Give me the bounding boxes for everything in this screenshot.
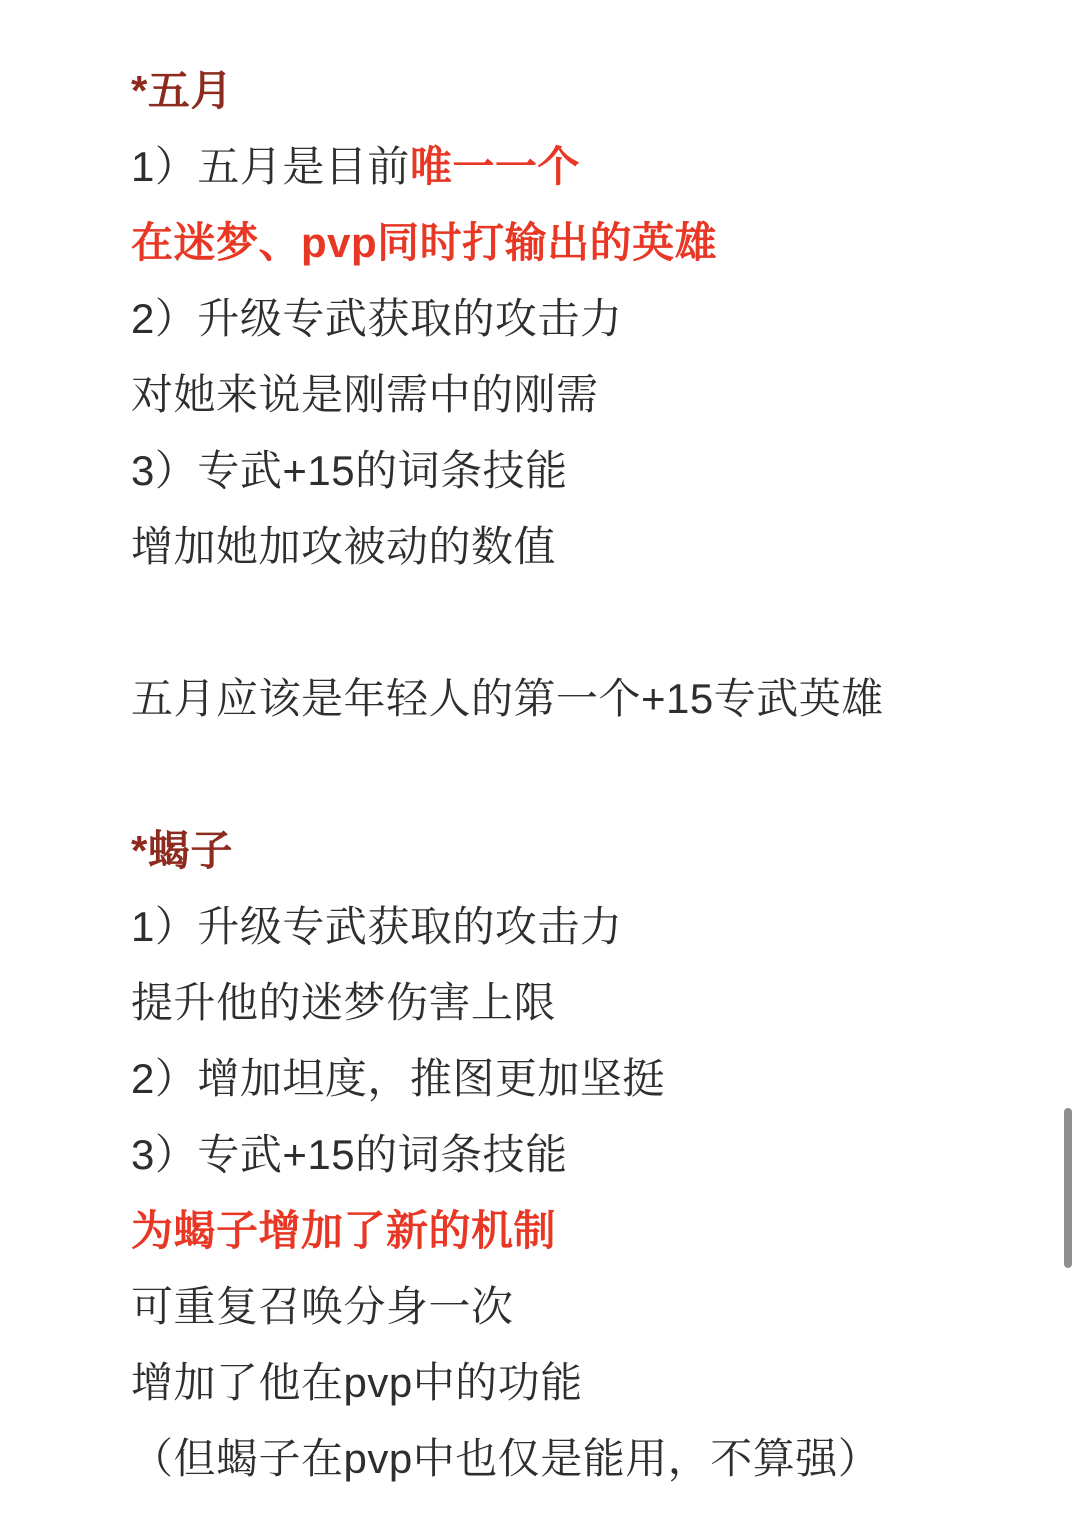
text-line xyxy=(131,1117,1060,1193)
text-line xyxy=(131,205,1060,281)
text-segment: 2）增加坦度，推图更加坚挺 xyxy=(131,1055,665,1102)
text-line xyxy=(131,1421,1060,1497)
text-segment: 3）专武+15的词条技能 xyxy=(131,1131,568,1178)
text-segment: 五月应该是年轻人的第一个+15专武英雄 xyxy=(131,675,884,722)
text-segment: 1）升级专武获取的攻击力 xyxy=(131,903,623,950)
text-line xyxy=(131,1041,1060,1117)
text-segment: 增加了他在pvp中的功能 xyxy=(131,1359,583,1406)
article-content xyxy=(131,53,1060,1497)
blank-line xyxy=(131,737,1060,813)
text-segment: 为蝎子增加了新的机制 xyxy=(131,1207,557,1254)
text-line xyxy=(131,1345,1060,1421)
text-segment: 唯一一个 xyxy=(409,143,580,190)
text-line xyxy=(131,965,1060,1041)
text-line xyxy=(131,509,1060,585)
text-line xyxy=(131,813,1060,889)
text-line xyxy=(131,1269,1060,1345)
text-segment: （但蝎子在pvp中也仅是能用，不算强） xyxy=(131,1435,881,1482)
text-line xyxy=(131,281,1060,357)
text-segment: 对她来说是刚需中的刚需 xyxy=(131,371,599,418)
text-segment: 提升他的迷梦伤害上限 xyxy=(131,979,557,1026)
section-heading: *五月 xyxy=(131,67,233,114)
blank-line xyxy=(131,585,1060,661)
text-segment: 1）五月是目前 xyxy=(131,143,410,190)
text-line xyxy=(131,661,1060,737)
text-line xyxy=(131,53,1060,129)
text-segment: 增加她加攻被动的数值 xyxy=(131,523,557,570)
text-segment: 2）升级专武获取的攻击力 xyxy=(131,295,623,342)
text-line xyxy=(131,889,1060,965)
scrollbar-thumb[interactable] xyxy=(1064,1108,1072,1268)
text-segment: 在迷梦、pvp同时打输出的英雄 xyxy=(131,219,718,266)
text-segment: 3）专武+15的词条技能 xyxy=(131,447,568,494)
section-heading: *蝎子 xyxy=(131,827,233,874)
text-line xyxy=(131,357,1060,433)
text-segment: 可重复召唤分身一次 xyxy=(131,1283,514,1330)
text-line xyxy=(131,129,1060,205)
text-line xyxy=(131,1193,1060,1269)
text-line xyxy=(131,433,1060,509)
